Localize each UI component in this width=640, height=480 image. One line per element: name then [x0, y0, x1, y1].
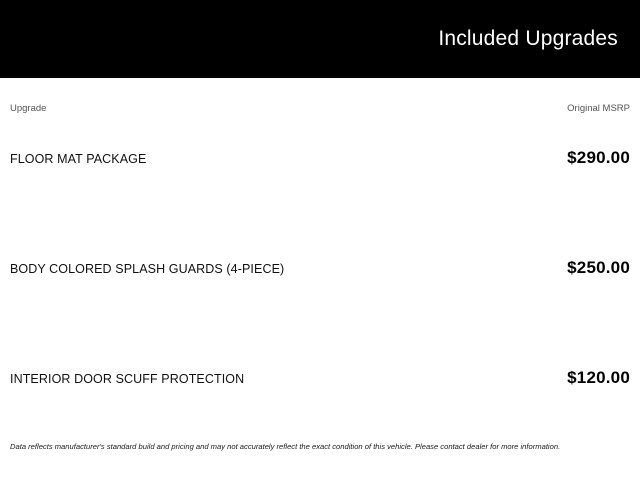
upgrade-name: INTERIOR DOOR SCUFF PROTECTION [10, 372, 245, 386]
content-area [0, 78, 640, 454]
table-row [10, 124, 630, 234]
upgrade-name: BODY COLORED SPLASH GUARDS (4-PIECE) [10, 262, 285, 276]
column-header-msrp: Original MSRP [567, 103, 630, 114]
upgrade-price: $290.00 [567, 148, 630, 167]
column-header-upgrade: Upgrade [10, 103, 47, 114]
upgrade-name: FLOOR MAT PACKAGE [10, 152, 147, 166]
page-header [0, 0, 640, 78]
table-row [10, 344, 630, 454]
upgrade-price: $250.00 [567, 258, 630, 277]
upgrades-list [10, 124, 630, 454]
page-title: Included Upgrades [438, 27, 618, 50]
upgrade-price: $120.00 [567, 368, 630, 387]
disclaimer-text: Data reflects manufacturer's standard build and pricing and may not accurately reflect the exact condition of this vehicle. Please contact dealer for more information. [10, 442, 561, 451]
table-column-headers [10, 78, 630, 120]
table-row [10, 234, 630, 344]
